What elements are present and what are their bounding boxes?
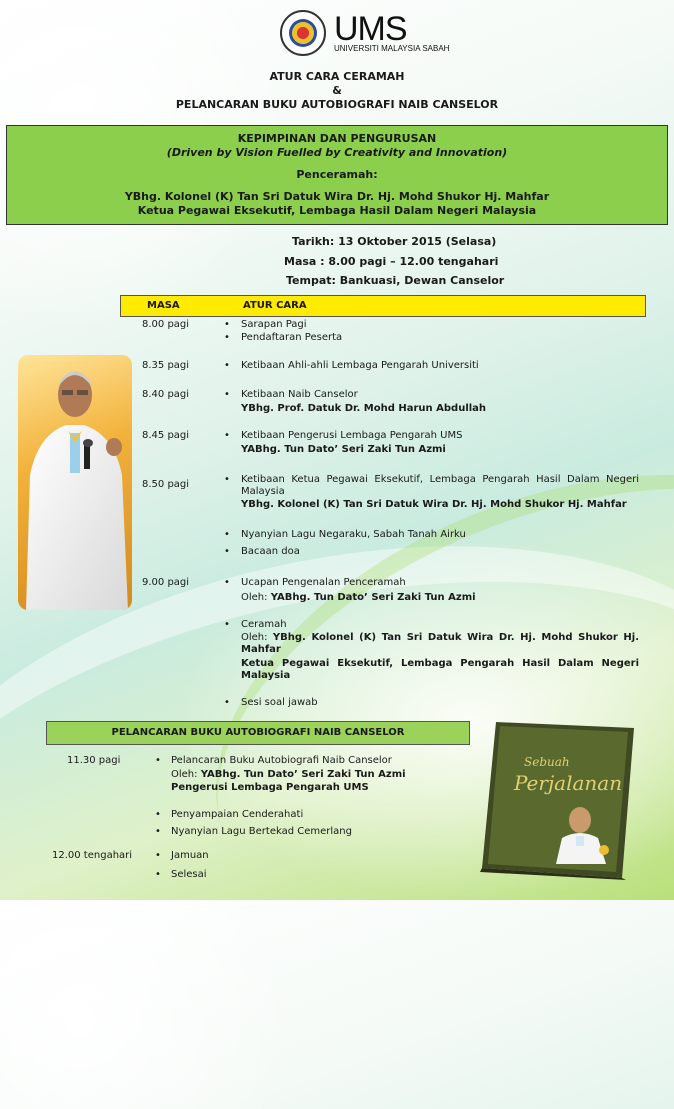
schedule-person: YBhg. Prof. Datuk Dr. Mohd Harun Abdullah	[241, 403, 487, 414]
topic-subtitle: (Driven by Vision Fuelled by Creativity and Innovation)	[166, 146, 508, 159]
launch-header: PELANCARAN BUKU AUTOBIOGRAFI NAIB CANSELOR	[46, 721, 470, 745]
schedule-time: 8.50 pagi	[142, 479, 190, 490]
logo-text: UMS	[334, 9, 407, 48]
schedule-person: YBhg. Kolonel (K) Tan Sri Datuk Wira Dr. Hj. Mohd Shukor Hj. Mahfar	[241, 632, 640, 655]
schedule-person-position: Ketua Pegawai Eksekutif, Lembaga Pengarah Hasil Dalam Negeri Malaysia	[241, 658, 639, 681]
book-cover	[476, 718, 636, 880]
speaker-label: Penceramah:	[296, 168, 378, 181]
logo-subtitle: UNIVERSITI MALAYSIA SABAH	[334, 43, 450, 53]
speaker-position: Ketua Pegawai Eksekutif, Lembaga Hasil Dalam Negeri Malaysia	[137, 204, 537, 217]
ums-logo	[280, 10, 449, 56]
schedule-oleh: Oleh: YABhg. Tun Dato’ Seri Zaki Tun Azmi	[241, 592, 476, 603]
schedule-item: Ceramah	[241, 619, 287, 630]
header-line2: &	[332, 84, 342, 97]
schedule-time: 8.00 pagi	[142, 319, 190, 330]
launch-item: Nyanyian Lagu Bertekad Cemerlang	[171, 826, 352, 837]
launch-item: Jamuan	[171, 850, 209, 861]
event-venue: Tempat: Bankuasi, Dewan Canselor	[286, 274, 505, 287]
book-title-line2: Perjalanan	[514, 771, 623, 795]
header-line3: PELANCARAN BUKU AUTOBIOGRAFI NAIB CANSELOR	[175, 98, 499, 111]
schedule-header	[120, 295, 646, 317]
speaker-name: YBhg. Kolonel (K) Tan Sri Datuk Wira Dr. Hj. Mohd Shukor Hj. Mahfar	[124, 190, 550, 203]
university-seal-icon	[280, 10, 326, 56]
event-time: Masa : 8.00 pagi – 12.00 tengahari	[284, 255, 499, 268]
topic-box	[6, 125, 668, 225]
schedule-item: Ketibaan Naib Canselor	[241, 389, 358, 400]
speaker-photo	[18, 355, 132, 610]
topic-title: KEPIMPINAN DAN PENGURUSAN	[237, 132, 437, 145]
launch-time: 11.30 pagi	[67, 755, 121, 766]
schedule-person: YBhg. Kolonel (K) Tan Sri Datuk Wira Dr. Hj. Mohd Shukor Hj. Mahfar	[241, 499, 627, 510]
schedule-time: 8.45 pagi	[142, 430, 190, 441]
schedule-time: 9.00 pagi	[142, 577, 190, 588]
schedule-time: 8.35 pagi	[142, 360, 190, 371]
header-atur-cara: ATUR CARA	[243, 300, 307, 311]
schedule-time: 8.40 pagi	[142, 389, 190, 400]
schedule-item: Ketibaan Ahli-ahli Lembaga Pengarah Universiti	[241, 360, 479, 371]
header-line1: ATUR CARA CERAMAH	[269, 70, 405, 83]
schedule-person: YABhg. Tun Dato’ Seri Zaki Tun Azmi	[270, 592, 476, 603]
schedule-item: Ketibaan Ketua Pegawai Eksekutif, Lembaga Pengarah Hasil Dalam Negeri Malaysia	[241, 474, 639, 497]
schedule-item: Pendaftaran Peserta	[241, 332, 343, 343]
schedule-person: YABhg. Tun Dato’ Seri Zaki Tun Azmi	[241, 444, 446, 455]
launch-item: Selesai	[171, 869, 207, 880]
schedule-item: Ucapan Pengenalan Penceramah	[241, 577, 406, 588]
event-date: Tarikh: 13 Oktober 2015 (Selasa)	[292, 235, 497, 248]
header-masa: MASA	[147, 300, 180, 311]
schedule-oleh: Oleh: YBhg. Kolonel (K) Tan Sri Datuk Wira Dr. Hj. Mohd Shukor Hj. Mahfar	[241, 632, 640, 655]
launch-item: Pelancaran Buku Autobiografi Naib Canselor	[171, 755, 392, 766]
launch-oleh: Oleh: YABhg. Tun Dato’ Seri Zaki Tun Azmi	[171, 769, 406, 780]
launch-item: Penyampaian Cenderahati	[171, 809, 304, 820]
launch-person-position: Pengerusi Lembaga Pengarah UMS	[171, 782, 369, 793]
book-title-line1: Sebuah	[524, 755, 570, 769]
schedule-item: Ketibaan Pengerusi Lembaga Pengarah UMS	[241, 430, 463, 441]
schedule-item: Sarapan Pagi	[241, 319, 307, 330]
launch-person: YABhg. Tun Dato’ Seri Zaki Tun Azmi	[200, 769, 406, 780]
schedule-item: Bacaan doa	[241, 546, 300, 557]
schedule-item: Sesi soal jawab	[241, 697, 318, 708]
schedule-item: Nyanyian Lagu Negaraku, Sabah Tanah Airku	[241, 529, 466, 540]
launch-time: 12.00 tengahari	[52, 850, 133, 861]
